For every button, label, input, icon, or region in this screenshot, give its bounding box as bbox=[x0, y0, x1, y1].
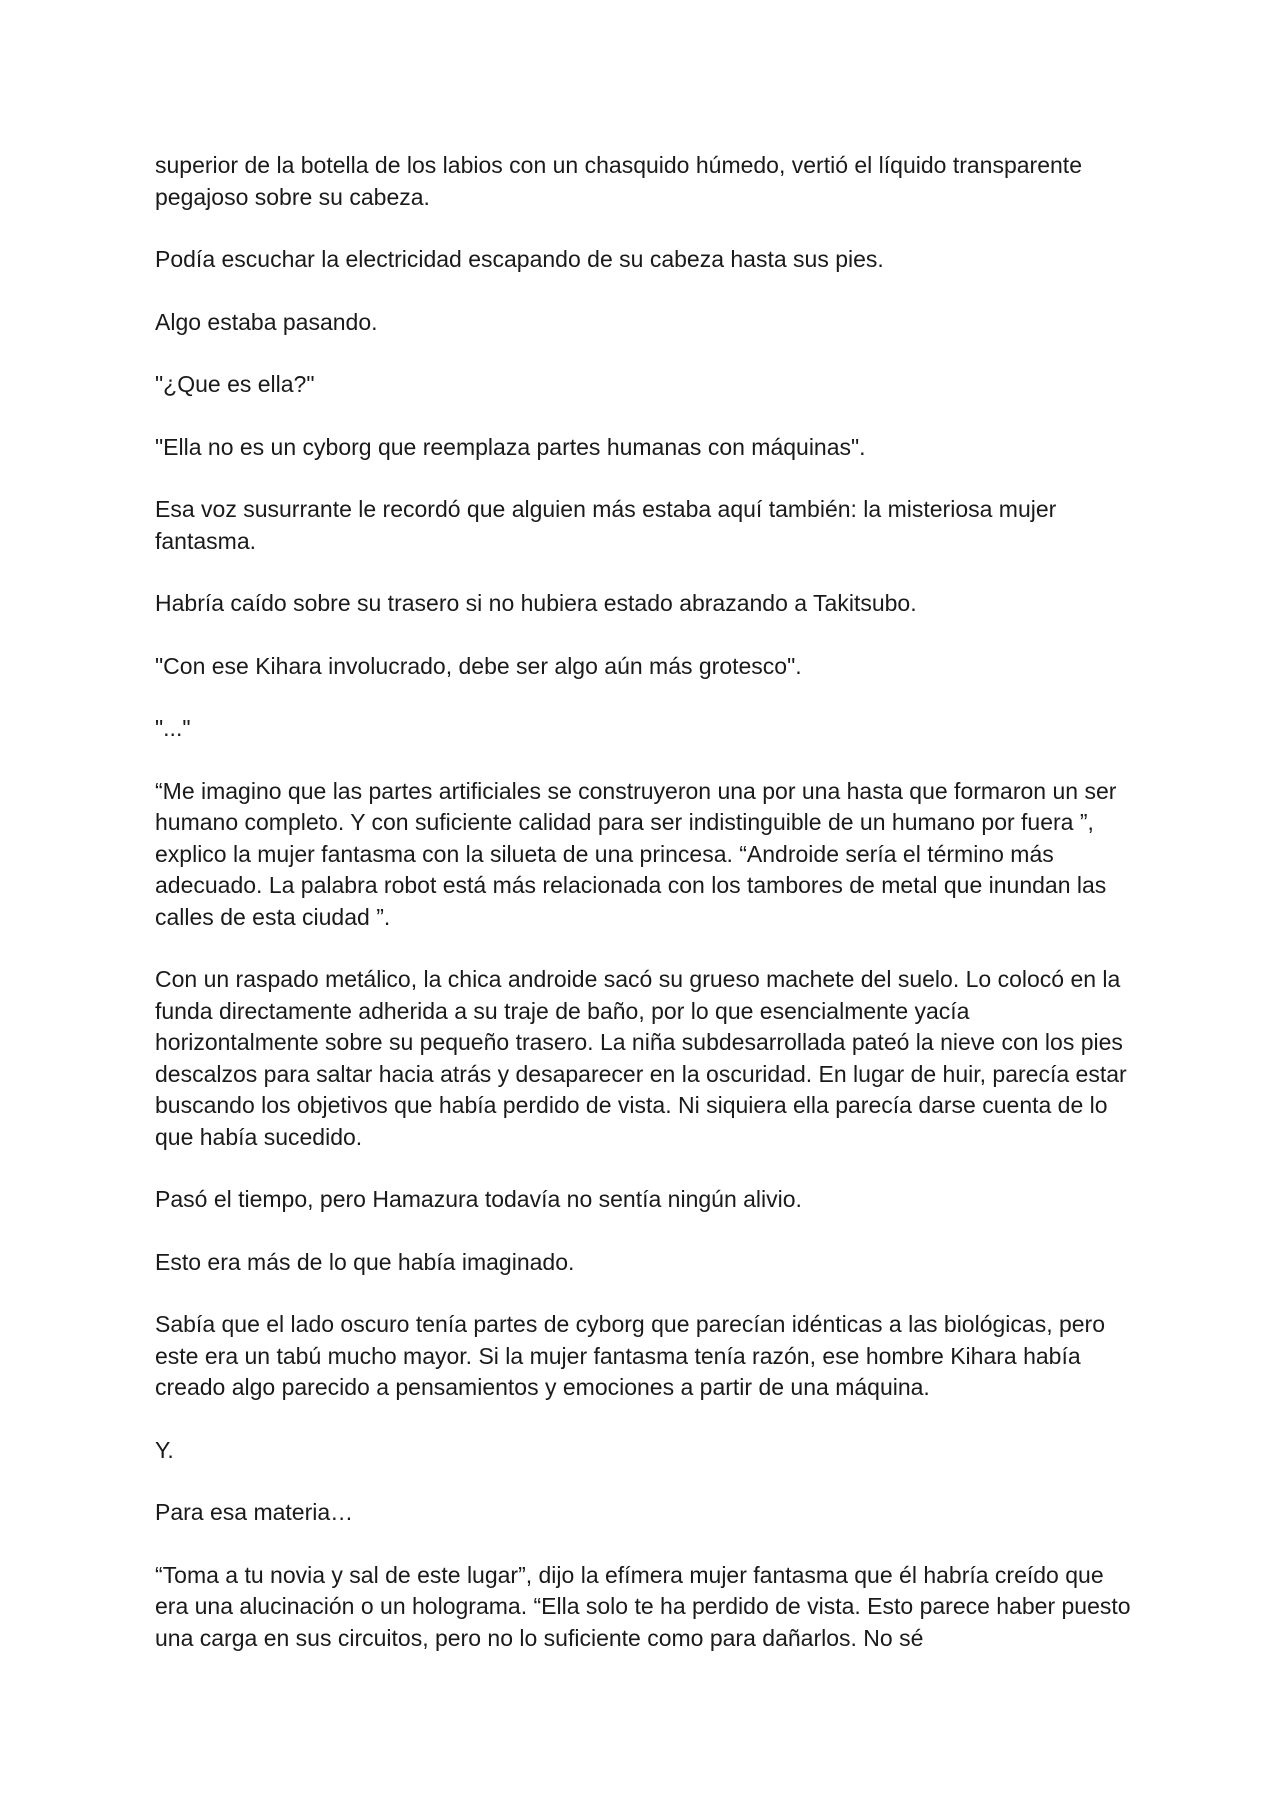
paragraph: Esto era más de lo que había imaginado. bbox=[155, 1248, 575, 1275]
paragraph: Podía escuchar la electricidad escapando de su cabeza hasta sus pies. bbox=[155, 246, 884, 272]
paragraph: Sabía que el lado oscuro tenía partes de cyborg que parecían idénticas a las biológicas, pero este era un tabú mucho mayor. Si la mujer fantasma tenía razón, ese hombre Kihara había creado algo parecido a pensamientos y emociones a partir de una máquina. bbox=[155, 1311, 1106, 1400]
paragraph: Para esa materia… bbox=[155, 1499, 354, 1525]
paragraph: Habría caído sobre su trasero si no hubiera estado abrazando a Takitsubo. bbox=[155, 590, 917, 616]
paragraph: "Ella no es un cyborg que reemplaza partes humanas con máquinas". bbox=[155, 433, 866, 460]
paragraph: Esa voz susurrante le recordó que alguien más estaba aquí también: la misteriosa mujer fantasma. bbox=[155, 496, 1057, 554]
paragraph: Y. bbox=[155, 1436, 174, 1463]
paragraph: "¿Que es ella?" bbox=[155, 371, 315, 397]
paragraph: "Con ese Kihara involucrado, debe ser algo aún más grotesco". bbox=[155, 652, 802, 679]
paragraph: Pasó el tiempo, pero Hamazura todavía no sentía ningún alivio. bbox=[155, 1186, 802, 1212]
paragraph: “Me imagino que las partes artificiales se construyeron una por una hasta que formaron un ser humano completo. Y con suficiente calidad para ser indistinguible de un humano por fuera ”, explico la mujer fantasma con la silueta de una princesa. “Androide sería el término más adecuado. La palabra robot está más relacionada con los tambores de metal que inundan las calles de esta ciudad ”. bbox=[155, 777, 1117, 930]
paragraph: Con un raspado metálico, la chica androide sacó su grueso machete del suelo. Lo colocó en la funda directamente adherida a su traje de baño, por lo que esencialmente yacía horizontalmente sobre su pequeño trasero. La niña subdesarrollada pateó la nieve con los pies descalzos para saltar hacia atrás y desaparecer en la oscuridad. En lugar de huir, parecía estar buscando los objetivos que había perdido de vista. Ni siquiera ella parecía darse cuenta de lo que había sucedido. bbox=[155, 966, 1127, 1150]
document-page bbox=[155, 150, 1135, 1685]
paragraph: "..." bbox=[155, 715, 191, 741]
paragraph: Algo estaba pasando. bbox=[155, 308, 378, 335]
paragraph: “Toma a tu novia y sal de este lugar”, dijo la efímera mujer fantasma que él habría creído que era una alucinación o un holograma. “Ella solo te ha perdido de vista. Esto parece haber puesto una carga en sus circuitos, pero no lo suficiente como para dañarlos. No sé bbox=[155, 1561, 1131, 1651]
paragraph: superior de la botella de los labios con un chasquido húmedo, vertió el líquido transparente pegajoso sobre su cabeza. bbox=[155, 152, 1082, 210]
